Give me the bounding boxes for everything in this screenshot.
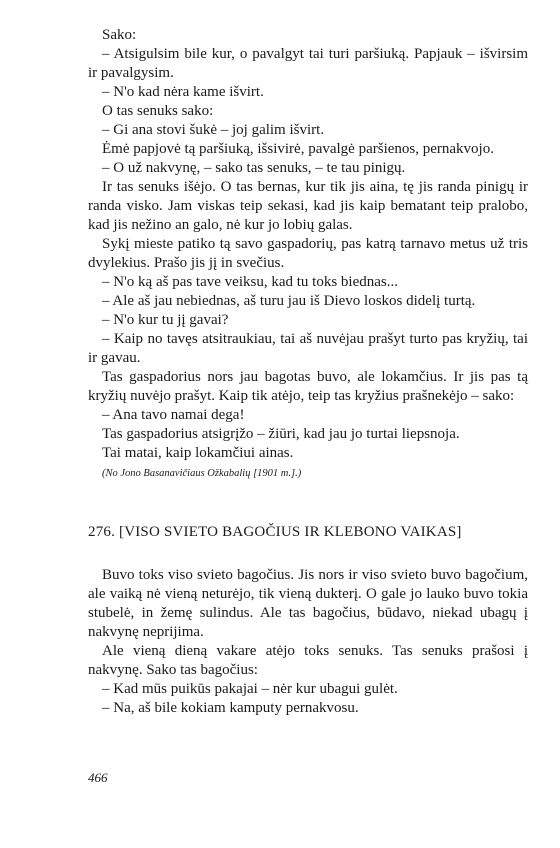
paragraph: O tas senuks sako: xyxy=(102,103,214,119)
paragraph: – Ale aš jau nebiednas, aš turu jau iš Dievo loskos didelį turtą. xyxy=(102,293,476,309)
paragraph: Ir tas senuks išėjo. O tas bernas, kur tik jis aina, tę jis randa pinigų ir randa visko. Jam viskas teip sekasi, kad jis kaip bematant teip pralobo, kad jis nežino an galo, nė kur jo lobių galas. xyxy=(88,179,528,233)
page-number: 466 xyxy=(88,770,108,785)
paragraph: – N'o kur tu jį gavai? xyxy=(102,312,229,328)
paragraph: – Atsigulsim bile kur, o pavalgyt tai turi paršiuką. Papjauk – išvirsim ir pavalgysim. xyxy=(88,46,528,81)
book-page xyxy=(88,26,528,718)
paragraph: – N'o ką aš pas tave veiksu, kad tu toks biednas... xyxy=(102,274,398,290)
paragraph: – O už nakvynę, – sako tas senuks, – te tau pinigų. xyxy=(102,160,406,176)
source-citation: (No Jono Basanavičiaus Ožkabalių [1901 m.].) xyxy=(102,468,302,479)
story-end xyxy=(88,26,528,481)
paragraph: – Ana tavo namai dega! xyxy=(102,407,245,423)
paragraph: Ale vieną dieną vakare atėjo toks senuks. Tas senuks prašosi į nakvynę. Sako tas bagočius: xyxy=(88,643,528,678)
paragraph: – Gi ana stovi šukė – joj galim išvirt. xyxy=(102,122,325,138)
story-heading: 276. [VISO SVIETO BAGOČIUS IR KLEBONO VAIKAS] xyxy=(88,524,462,540)
paragraph: Sako: xyxy=(102,27,137,43)
paragraph: – Kad mūs puikūs pakajai – nėr kur ubagui gulėt. xyxy=(102,681,398,697)
paragraph: Tai matai, kaip lokamčiui ainas. xyxy=(102,445,294,461)
paragraph: – N'o kad nėra kame išvirt. xyxy=(102,84,264,100)
paragraph: Ėmė papjovė tą paršiuką, išsivirė, pavalgė paršienos, pernakvojo. xyxy=(102,141,494,157)
paragraph: Tas gaspadorius nors jau bagotas buvo, ale lokamčius. Ir jis pas tą kryžių nuvėjo prašyt. Kaip tik atėjo, teip tas kryžius prašnekėjo – sako: xyxy=(88,369,528,404)
paragraph: Buvo toks viso svieto bagočius. Jis nors ir viso svieto buvo bagočium, ale vaiką nė vieną neturėjo, tik vieną dukterį. O gale jo lauko buvo tokia stubelė, in žemę sulindus. Ale tas bagočius, būdavo, niekad ubagų į nakvynę neprijima. xyxy=(88,567,528,640)
paragraph: Sykį mieste patiko tą savo gaspadorių, pas katrą tarnavo metus už tris dvylekius. Prašo jis jį in svečius. xyxy=(88,236,528,271)
paragraph: – Na, aš bile kokiam kamputy pernakvosu. xyxy=(102,700,359,716)
paragraph: – Kaip no tavęs atsitraukiau, tai aš nuvėjau prašyt turto pas kryžių, tai ir gavau. xyxy=(88,331,528,366)
next-story xyxy=(88,523,528,718)
paragraph: Tas gaspadorius atsigrįžo – žiūri, kad jau jo turtai liepsnoja. xyxy=(102,426,460,442)
